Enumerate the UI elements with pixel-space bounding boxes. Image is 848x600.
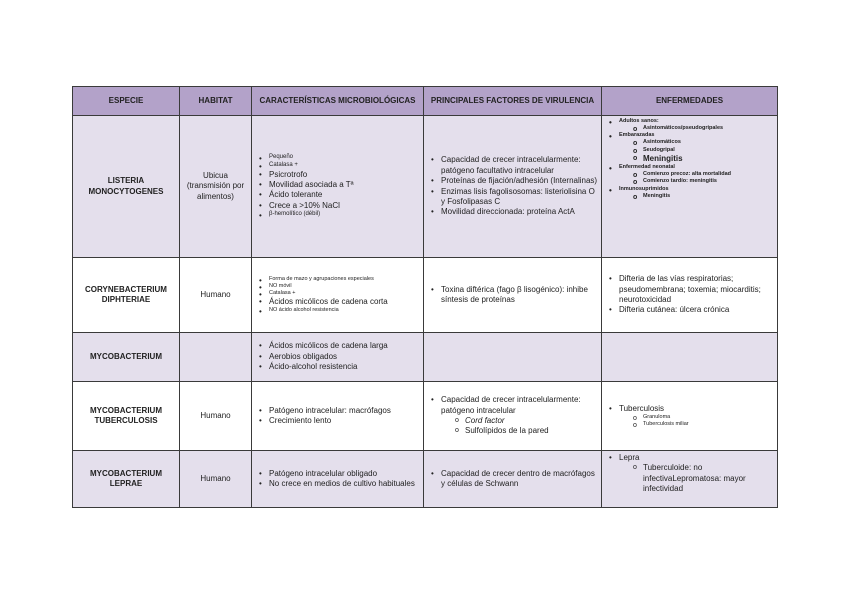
sub-item xyxy=(465,416,598,426)
enfermedades-cell xyxy=(602,333,778,382)
sub-item: o Meningitis xyxy=(643,193,774,200)
list-item: • Patógeno intracelular: macrófagos xyxy=(269,406,420,416)
species-cell: LISTERIA MONOCYTOGENES xyxy=(73,116,180,258)
enfermedad-label: Enfermedad neonatal xyxy=(619,164,675,171)
factores-cell xyxy=(424,333,602,382)
table-row xyxy=(73,333,778,382)
factores-list xyxy=(427,469,598,490)
enfermedades-list xyxy=(605,274,774,316)
list-item xyxy=(619,118,774,132)
list-item: • Toxina diftérica (fago β lisogénico): inhibe síntesis de proteínas xyxy=(441,285,598,306)
enfermedades-list xyxy=(605,118,774,200)
habitat-cell xyxy=(180,333,252,382)
header-especie: ESPECIE xyxy=(73,87,180,116)
list-item: • Crece a >10% NaCl xyxy=(269,201,420,211)
enfermedad-main: Lepra xyxy=(619,453,640,462)
list-item: • Ácidos micólicos de cadena corta xyxy=(269,297,420,307)
list-item: • Ácidos micólicos de cadena larga xyxy=(269,341,420,351)
sub-item: o Tuberculoide: no infectivaLepromatosa: mayor infectividad xyxy=(643,463,774,494)
enfermedades-cell xyxy=(602,116,778,258)
list-item: • Movilidad asociada a Tª xyxy=(269,180,420,190)
caracteristicas-cell xyxy=(252,382,424,451)
header-factores: PRINCIPALES FACTORES DE VIRULENCIA xyxy=(424,87,602,116)
list-item: • Movilidad direccionada: proteína ActA xyxy=(441,207,598,217)
list-item: • Pequeño xyxy=(269,154,420,162)
factores-cell xyxy=(424,258,602,333)
sub-item: o Granuloma xyxy=(643,414,774,421)
list-item: • Aerobios obligados xyxy=(269,352,420,362)
list-item: • Capacidad de crecer intracelularmente: patógeno facultativo intracelular xyxy=(441,155,598,176)
table-row xyxy=(73,382,778,451)
list-item: • NO ácido alcohol resistencia xyxy=(269,307,420,314)
caracteristicas-list xyxy=(255,341,420,372)
list-item: • β-hemolítico (débil) xyxy=(269,211,420,219)
list-item: • Psicrotrofo xyxy=(269,170,420,180)
list-item: • Catalasa + xyxy=(269,290,420,297)
factores-cell xyxy=(424,382,602,451)
factores-cell xyxy=(424,451,602,508)
sub-item: o Comienzo precoz: alta mortalidad xyxy=(643,171,774,178)
list-item: • Ácido-alcohol resistencia xyxy=(269,362,420,372)
list-item: • Enzimas lisis fagolisosomas: listeriolisina O y Fosfolipasas C xyxy=(441,187,598,208)
factor-main: Capacidad de crecer intracelularmente: patógeno intracelular xyxy=(441,395,581,415)
list-item xyxy=(619,453,774,495)
caracteristicas-cell xyxy=(252,258,424,333)
species-cell: MYCOBACTERIUM xyxy=(73,333,180,382)
caracteristicas-cell xyxy=(252,116,424,258)
sub-item: o Meningitis xyxy=(643,154,774,164)
header-row xyxy=(73,87,778,116)
factores-cell xyxy=(424,116,602,258)
enfermedades-cell xyxy=(602,451,778,508)
species-cell: MYCOBACTERIUM LEPRAE xyxy=(73,451,180,508)
enfermedad-main: Tuberculosis xyxy=(619,403,665,413)
caracteristicas-cell xyxy=(252,333,424,382)
enfermedad-label: Embarazadas xyxy=(619,132,655,139)
sub-item-text: Cord factor xyxy=(465,416,505,425)
table-row xyxy=(73,451,778,508)
list-item xyxy=(619,186,774,200)
list-item xyxy=(619,164,774,185)
enfermedades-cell xyxy=(602,258,778,333)
enfermedades-list xyxy=(605,404,774,429)
list-item: • Crecimiento lento xyxy=(269,416,420,426)
list-item: • Ácido tolerante xyxy=(269,190,420,200)
caracteristicas-cell xyxy=(252,451,424,508)
list-item: • Catalasa + xyxy=(269,162,420,170)
caracteristicas-list xyxy=(255,469,420,490)
sub-item: o Tuberculosis miliar xyxy=(643,421,774,428)
list-item: • Forma de mazo y agrupaciones especiales xyxy=(269,276,420,283)
sub-item: o Sulfolípidos de la pared xyxy=(465,426,598,436)
species-cell: MYCOBACTERIUM TUBERCULOSIS xyxy=(73,382,180,451)
list-item: • No crece en medios de cultivo habituales xyxy=(269,479,420,489)
factores-list xyxy=(427,285,598,306)
header-enfermedades: ENFERMEDADES xyxy=(602,87,778,116)
list-item xyxy=(619,132,774,164)
enfermedad-label: Adultos sanos: xyxy=(619,118,659,124)
caracteristicas-list xyxy=(255,276,420,315)
bacteria-table xyxy=(72,86,778,508)
list-item: • Patógeno intracelular obligado xyxy=(269,469,420,479)
sub-item: o Seudogripal xyxy=(643,147,774,154)
habitat-cell: Humano xyxy=(180,382,252,451)
enfermedad-label: Inmunosuprimidos xyxy=(619,185,669,192)
list-item: • Difteria cutánea: úlcera crónica xyxy=(619,305,774,315)
enfermedades-list xyxy=(605,453,774,495)
list-item: • Capacidad de crecer dentro de macrófagos y células de Schwann xyxy=(441,469,598,490)
species-cell: CORYNEBACTERIUM DIPHTERIAE xyxy=(73,258,180,333)
list-item: • NO móvil xyxy=(269,283,420,290)
enfermedades-cell xyxy=(602,382,778,451)
list-item: • Proteínas de fijación/adhesión (Internalinas) xyxy=(441,176,598,186)
caracteristicas-list xyxy=(255,406,420,427)
caracteristicas-list xyxy=(255,154,420,219)
habitat-cell: Humano xyxy=(180,258,252,333)
list-item xyxy=(619,404,774,429)
habitat-cell: Humano xyxy=(180,451,252,508)
table-row xyxy=(73,258,778,333)
list-item xyxy=(441,395,598,437)
header-caracteristicas: CARACTERÍSTICAS MICROBIOLÓGICAS xyxy=(252,87,424,116)
sub-item: o Asintomáticos xyxy=(643,139,774,146)
sub-item: o Comienzo tardío: meningitis xyxy=(643,178,774,185)
list-item: • Difteria de las vías respiratorias; pseudomembrana; toxemia; miocarditis; neurotoxicidad xyxy=(619,274,774,305)
sub-item: o Asintomáticos/pseudogripales xyxy=(643,125,774,132)
habitat-cell: Ubicua (transmisión por alimentos) xyxy=(180,116,252,258)
header-habitat: HABITAT xyxy=(180,87,252,116)
factores-list xyxy=(427,155,598,217)
factores-list xyxy=(427,395,598,437)
table-row xyxy=(73,116,778,258)
